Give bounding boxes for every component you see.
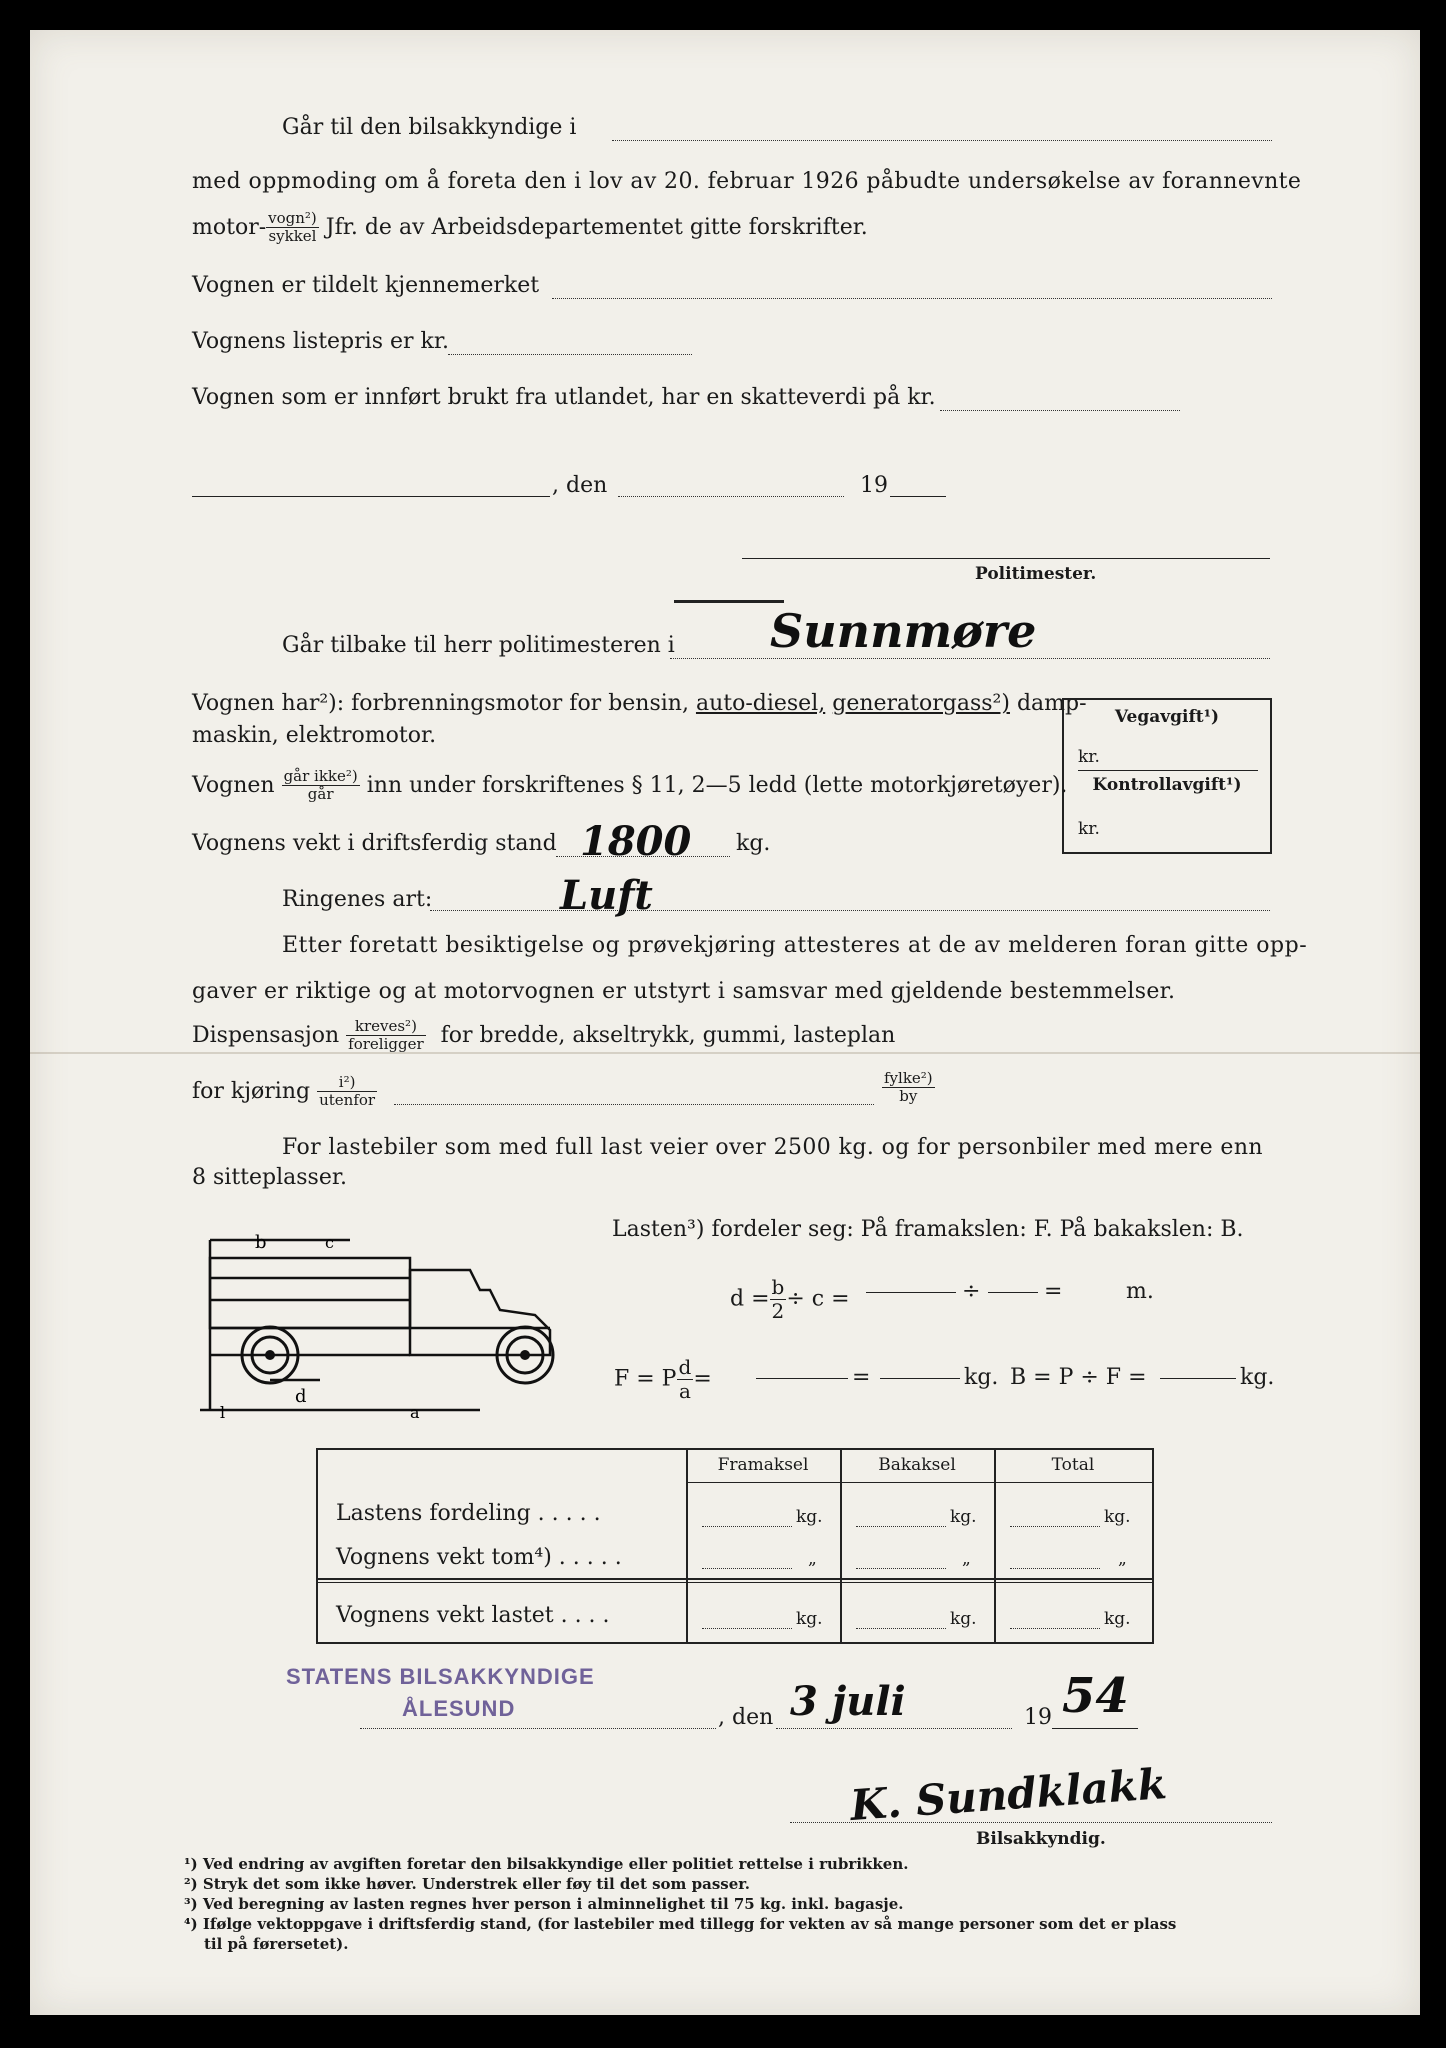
diagram-label-a: a: [410, 1403, 420, 1420]
listepris-label: Vognens listepris er kr.: [192, 329, 449, 354]
table-header-total: Total: [1051, 1455, 1095, 1475]
cell-2-2-unit: „: [962, 1549, 971, 1569]
kjoring-field[interactable]: [394, 1104, 874, 1105]
sign-place-field[interactable]: [360, 1728, 716, 1729]
sign-date-handwritten: 3 juli: [790, 1678, 906, 1725]
formula-F-den: a: [678, 1379, 691, 1403]
table-row-label-1: Lastens fordeling . . . . .: [336, 1501, 601, 1526]
cell-2-1-unit: „: [808, 1549, 817, 1569]
formula-d-field2[interactable]: [988, 1292, 1038, 1293]
lastebil-line1: For lastebiler som med full last veier over 2500 kg. og for personbiler med mere enn: [282, 1135, 1263, 1160]
formula-B: B = P ÷ F =: [1010, 1365, 1147, 1390]
tilbake-handwritten: Sunnmøre: [770, 604, 1037, 658]
place-field[interactable]: [192, 496, 550, 497]
skatteverdi-label: Vognen som er innført brukt fra utlandet, har en skatteverdi på kr.: [192, 385, 936, 410]
attest-line2: gaver er riktige og at motorvognen er utstyrt i samsvar med gjeldende bestemmelser.: [192, 979, 1176, 1004]
cell-2-3-unit: „: [1118, 1549, 1127, 1569]
footnote-3: ³) Ved beregning av lasten regnes hver person i alminnelighet til 75 kg. inkl. bagasje.: [184, 1895, 904, 1913]
formula-F-kg: kg.: [964, 1365, 999, 1390]
disp-line: [192, 1018, 895, 1054]
motor-line: [192, 210, 868, 246]
motor-frac-den: sykkel: [268, 227, 317, 246]
motor-prefix: motor-: [192, 214, 267, 240]
table-header-framaksel: Framaksel: [717, 1455, 809, 1475]
vegavgift-box: [1062, 698, 1272, 854]
motor-frac-num: vogn²): [268, 209, 317, 227]
cell-2-3[interactable]: [1010, 1568, 1100, 1569]
kjoring-num: i²): [317, 1074, 377, 1092]
disp-fraction: [346, 1018, 425, 1054]
bilsakkyndig-label: Bilsakkyndig.: [976, 1829, 1106, 1849]
diagram-label-l: l: [220, 1403, 226, 1420]
diagram-label-b: b: [255, 1232, 267, 1253]
signature-handwritten: K. Sundklakk: [848, 1759, 1169, 1830]
kontrollavgift-title: Kontrollavgift¹): [1092, 775, 1242, 795]
motor-type-post: damp-: [1009, 691, 1087, 716]
formula-d-fraction: [770, 1276, 787, 1323]
ringenes-field[interactable]: [430, 910, 1270, 911]
gaar-suffix: inn under forskriftenes § 11, 2—5 ledd (lette motorkjøretøyer).: [366, 772, 1068, 798]
motor-type-pre: Vognen har²): forbrenningsmotor for bensin,: [192, 691, 696, 716]
cell-3-1[interactable]: [702, 1628, 792, 1629]
politimester-sign-line[interactable]: [742, 558, 1270, 559]
vekt-label: Vognens vekt i driftsferdig stand: [192, 831, 557, 856]
formula-d-eq: =: [1044, 1279, 1063, 1304]
sign-year-field[interactable]: [1052, 1728, 1138, 1729]
cell-1-1-unit: kg.: [796, 1507, 823, 1527]
formula-d-post: ÷ c =: [786, 1286, 850, 1312]
ringenes-handwritten: Luft: [560, 872, 653, 919]
footnote-2: ²) Stryk det som ikke høver. Understrek eller føy til det som passer.: [184, 1875, 751, 1893]
gaar-line: [192, 768, 1067, 804]
divider-rule: [674, 600, 784, 603]
diagram-label-c: c: [325, 1233, 334, 1252]
motor-fraction: [266, 210, 319, 246]
diagram-label-d: d: [295, 1386, 307, 1407]
fylke-fraction: [882, 1070, 935, 1106]
gaar-vognen: Vognen: [192, 772, 275, 798]
attest-line1: Etter foretatt besiktigelse og prøvekjøring attesteres at de av melderen foran gitte opp-: [282, 933, 1308, 958]
line2-text: med oppmoding om å foreta den i lov av 20. februar 1926 påbudte undersøkelse av forannevnte: [192, 169, 1302, 194]
truck-cargo-bed: [210, 1258, 410, 1328]
kjoring-label: for kjøring: [192, 1078, 311, 1104]
stamp-line2: ÅLESUND: [402, 1696, 516, 1721]
vekt-unit: kg.: [736, 831, 771, 856]
motor-type-line2: maskin, elektromotor.: [192, 723, 437, 748]
disp-label: Dispensasjon: [192, 1022, 340, 1048]
sign-year-handwritten: 54: [1062, 1668, 1129, 1724]
cell-1-1[interactable]: [702, 1526, 792, 1527]
cell-2-2[interactable]: [856, 1568, 946, 1569]
cell-3-1-unit: kg.: [796, 1609, 823, 1629]
kjoring-line: [192, 1074, 377, 1110]
ringenes-label: Ringenes art:: [282, 887, 433, 912]
kontrollavgift-kr: kr.: [1078, 819, 1100, 839]
motor-type-generatorgass: generatorgass²): [832, 691, 1010, 716]
tilbake-field[interactable]: [670, 658, 1270, 659]
formula-F-eq: =: [693, 1366, 712, 1392]
cell-1-2-unit: kg.: [950, 1507, 977, 1527]
fylke-num: fylke²): [884, 1069, 933, 1087]
table-header-bakaksel: Bakaksel: [878, 1455, 956, 1475]
sign-date-field[interactable]: [776, 1728, 1012, 1729]
cell-2-1[interactable]: [702, 1568, 792, 1569]
cell-1-2[interactable]: [856, 1526, 946, 1527]
year-prefix-1: 19: [860, 473, 888, 498]
formula-F-fraction: [677, 1356, 694, 1403]
gaar-fraction: [282, 768, 360, 804]
cell-3-3-unit: kg.: [1104, 1609, 1131, 1629]
truck-cab: [410, 1270, 550, 1355]
den-label-2: , den: [718, 1705, 774, 1730]
signature-line[interactable]: [790, 1822, 1272, 1823]
vegavgift-title: Vegavgift¹): [1114, 707, 1220, 727]
formula-d: [730, 1276, 850, 1323]
lastebil-line2: 8 sitteplasser.: [192, 1165, 347, 1190]
fylke-den: by: [899, 1087, 918, 1106]
kjennemerke-field[interactable]: [552, 298, 1272, 299]
formula-d-den: 2: [771, 1299, 785, 1323]
motor-type-autodiesel: auto-diesel,: [695, 691, 826, 716]
cell-3-2[interactable]: [856, 1628, 946, 1629]
table-row-label-2: Vognens vekt tom⁴) . . . . .: [336, 1545, 622, 1570]
den-label-1: , den: [552, 473, 608, 498]
formula-d-pre: d =: [730, 1286, 770, 1312]
cell-1-3[interactable]: [1010, 1526, 1100, 1527]
motor-type-line1: [192, 692, 1087, 716]
formula-d-num: b: [771, 1275, 785, 1299]
disp-suffix: for bredde, akseltrykk, gummi, lasteplan: [440, 1022, 896, 1048]
kjoring-fraction: [317, 1074, 377, 1110]
formula-F-field2[interactable]: [880, 1378, 960, 1379]
footnote-4: ⁴) Ifølge vektoppgave i driftsferdig stand, (for lastebiler med tillegg for vekten av så mange personer som det er plass: [184, 1915, 1177, 1933]
line1-field[interactable]: [612, 140, 1272, 141]
footnote-4-cont: til på førersetet).: [204, 1935, 349, 1953]
date-field-1[interactable]: [618, 496, 844, 497]
formula-F-field1[interactable]: [756, 1378, 848, 1379]
formula-F-eq2: =: [852, 1365, 871, 1390]
vegavgift-kr: kr.: [1078, 747, 1100, 767]
footnote-1: ¹) Ved endring av avgiften foretar den bilsakkyndige eller politiet rettelse i rubrikken.: [184, 1855, 909, 1873]
gaar-num: går ikke²): [283, 767, 358, 785]
disp-den: foreligger: [348, 1035, 424, 1054]
kjennemerke-label: Vognen er tildelt kjennemerket: [192, 273, 540, 298]
vegavgift-field[interactable]: [1078, 770, 1258, 771]
formula-B-field[interactable]: [1160, 1378, 1236, 1379]
disp-num: kreves²): [346, 1018, 425, 1036]
stamp-line1: STATENS BILSAKKYNDIGE: [286, 1664, 595, 1689]
cell-3-3[interactable]: [1010, 1628, 1100, 1629]
listepris-field[interactable]: [448, 354, 692, 355]
skatteverdi-field[interactable]: [940, 410, 1180, 411]
fylke-fraction-wrap: [882, 1070, 935, 1106]
table-row-label-3: Vognens vekt lastet . . . .: [336, 1603, 610, 1628]
vekt-handwritten: 1800: [580, 818, 692, 865]
formula-F-pre: F = P: [614, 1366, 677, 1392]
formula-B-kg: kg.: [1240, 1365, 1275, 1390]
year-prefix-2: 19: [1024, 1705, 1052, 1730]
load-table: [316, 1448, 1154, 1644]
gaar-den: går: [307, 785, 334, 804]
line1-label: Går til den bilsakkyndige i: [282, 115, 577, 140]
formula-m: m.: [1126, 1279, 1154, 1304]
year-field-1[interactable]: [890, 496, 946, 497]
tilbake-label: Går tilbake til herr politimesteren i: [282, 633, 675, 658]
cell-1-3-unit: kg.: [1104, 1507, 1131, 1527]
truck-diagram: [200, 1220, 570, 1420]
kjoring-den: utenfor: [319, 1091, 376, 1110]
politimester-label: Politimester.: [975, 564, 1097, 584]
formula-F-num: d: [678, 1355, 692, 1379]
cell-3-2-unit: kg.: [950, 1609, 977, 1629]
formula-div: ÷: [962, 1279, 981, 1304]
lasten-label: Lasten³) fordeler seg: På framakslen: F. På bakakslen: B.: [612, 1217, 1244, 1242]
motor-suffix: Jfr. de av Arbeidsdepartementet gitte forskrifter.: [325, 214, 868, 240]
formula-d-field1[interactable]: [866, 1292, 956, 1293]
formula-F: [614, 1356, 712, 1403]
